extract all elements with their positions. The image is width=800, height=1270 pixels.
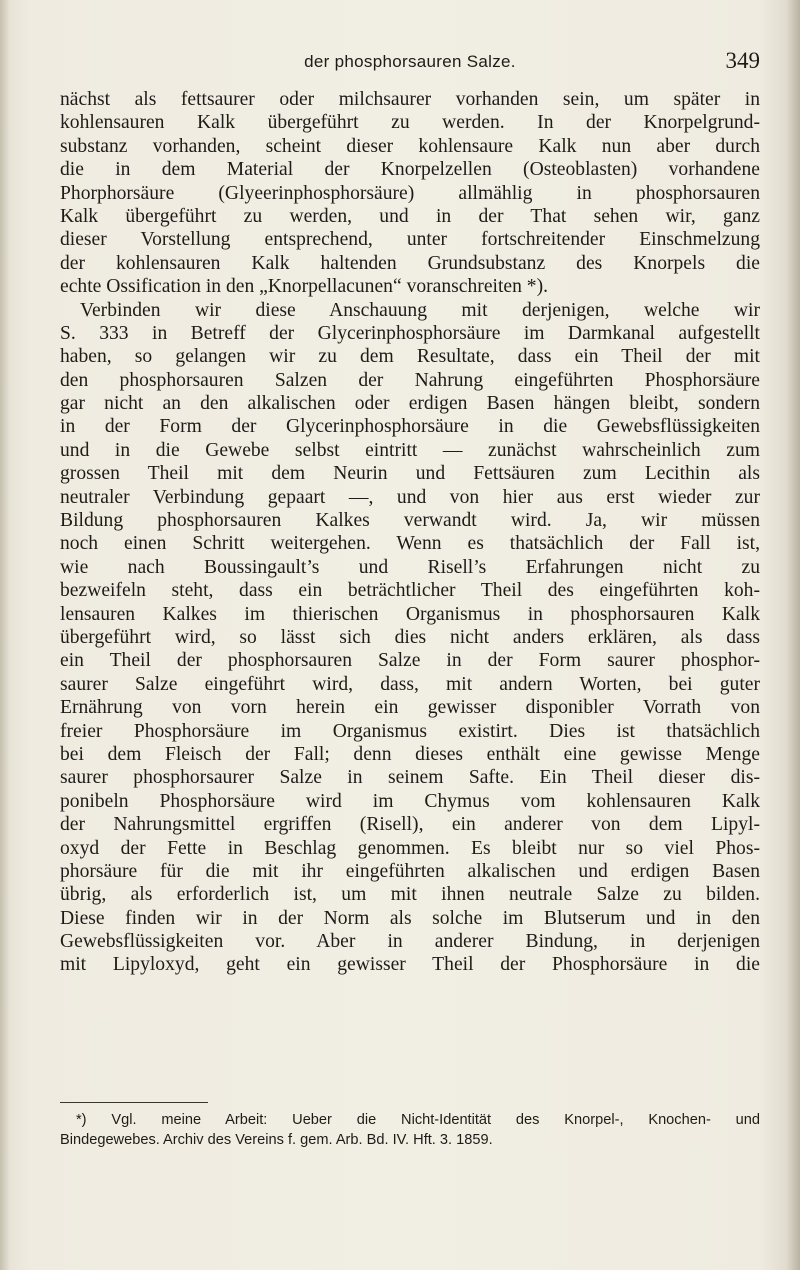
text-line: haben, so gelangen wir zu dem Resultate, dass ein Theil der mit: [60, 346, 760, 368]
text-line: noch einen Schritt weitergehen. Wenn es thatsächlich der Fall ist,: [60, 533, 760, 555]
text-line: Ernährung von vorn herein ein gewisser disponibler Vorrath von: [60, 697, 760, 719]
text-line: wie nach Boussingault’s und Risell’s Erfahrungen nicht zu: [60, 556, 760, 578]
text-line: mit Lipyloxyd, geht ein gewisser Theil der Phosphorsäure in die: [60, 954, 760, 976]
text-line: substanz vorhanden, scheint dieser kohlensaure Kalk nun aber durch: [60, 135, 760, 157]
text-line: phorsäure für die mit ihr eingeführten alkalischen und erdigen Basen: [60, 860, 760, 882]
text-line: saurer Salze eingeführt wird, dass, mit andern Worten, bei guter: [60, 673, 760, 695]
text-line: ponibeln Phosphorsäure wird im Chymus vom kohlensauren Kalk: [60, 790, 760, 812]
text-line: ein Theil der phosphorsauren Salze in der Form saurer phosphor-: [60, 650, 760, 672]
text-line: gar nicht an den alkalischen oder erdigen Basen hängen bleibt, sondern: [60, 393, 760, 415]
text-line: dieser Vorstellung entsprechend, unter fortschreitender Einschmelzung: [60, 229, 760, 251]
text-line: der Nahrungsmittel ergriffen (Risell), ein anderer von dem Lipyl-: [60, 814, 760, 836]
text-line: Kalk übergeführt zu werden, und in der That sehen wir, ganz: [60, 205, 760, 227]
text-line: Phorphorsäure (Glyeerinphosphorsäure) allmählig in phosphorsauren: [60, 182, 760, 204]
text-line: die in dem Material der Knorpelzellen (Osteoblasten) vorhandene: [60, 159, 760, 181]
text-line: Diese finden wir in der Norm als solche im Blutserum und in den: [60, 907, 760, 929]
text-line: lensauren Kalkes im thierischen Organismus in phosphorsauren Kalk: [60, 603, 760, 625]
text-line: in der Form der Glycerinphosphorsäure in die Gewebsflüssigkeiten: [60, 416, 760, 438]
running-title: der phosphorsauren Salze.: [304, 52, 516, 71]
footnote-line: Bindegewebes. Archiv des Vereins f. gem. Arb. Bd. IV. Hft. 3. 1859.: [60, 1132, 493, 1148]
page-number: 349: [725, 48, 760, 73]
text-line: den phosphorsauren Salzen der Nahrung eingeführten Phosphorsäure: [60, 369, 760, 391]
text-line: übergeführt wird, so lässt sich dies nicht anders erklären, als dass: [60, 626, 760, 648]
text-line: grossen Theil mit dem Neurin und Fettsäuren zum Lecithin als: [60, 463, 760, 485]
footnote-divider: [60, 1102, 208, 1103]
page-header: [60, 44, 760, 74]
footnote-line: *) Vgl. meine Arbeit: Ueber die Nicht-Identität des Knorpel-, Knochen- und: [76, 1112, 760, 1128]
page-gutter-shadow: [786, 0, 800, 1270]
text-line: Gewebsflüssigkeiten vor. Aber in anderer Bindung, in derjenigen: [60, 931, 760, 953]
text-line: Verbinden wir diese Anschauung mit derjenigen, welche wir: [80, 299, 760, 321]
text-line: saurer phosphorsaurer Salze in seinem Safte. Ein Theil dieser dis-: [60, 767, 760, 789]
footnote: [60, 1110, 760, 1150]
text-line: neutraler Verbindung gepaart —, und von hier aus erst wieder zur: [60, 486, 760, 508]
page-left-edge: [0, 0, 10, 1270]
text-line: S. 333 in Betreff der Glycerinphosphorsäure im Darmkanal aufgestellt: [60, 322, 760, 344]
text-line: übrig, als erforderlich ist, um mit ihnen neutrale Salze zu bilden.: [60, 884, 760, 906]
text-line: bezweifeln steht, dass ein beträchtlicher Theil des eingeführten koh-: [60, 580, 760, 602]
text-line: oxyd der Fette in Beschlag genommen. Es bleibt nur so viel Phos-: [60, 837, 760, 859]
text-line: nächst als fettsaurer oder milchsaurer vorhanden sein, um später in: [60, 89, 760, 110]
text-line: der kohlensauren Kalk haltenden Grundsubstanz des Knorpels die: [60, 252, 760, 274]
text-line: und in die Gewebe selbst eintritt — zunächst wahrscheinlich zum: [60, 439, 760, 461]
text-line: echte Ossification in den „Knorpellacunen“ voranschreiten *).: [60, 276, 549, 298]
text-line: bei dem Fleisch der Fall; denn dieses enthält eine gewisse Menge: [60, 743, 760, 765]
text-line: Bildung phosphorsauren Kalkes verwandt wird. Ja, wir müssen: [60, 510, 760, 532]
text-line: kohlensauren Kalk übergeführt zu werden. In der Knorpelgrund-: [60, 112, 760, 134]
text-line: freier Phosphorsäure im Organismus existirt. Dies ist thatsächlich: [60, 720, 760, 742]
body-text: [60, 88, 760, 977]
